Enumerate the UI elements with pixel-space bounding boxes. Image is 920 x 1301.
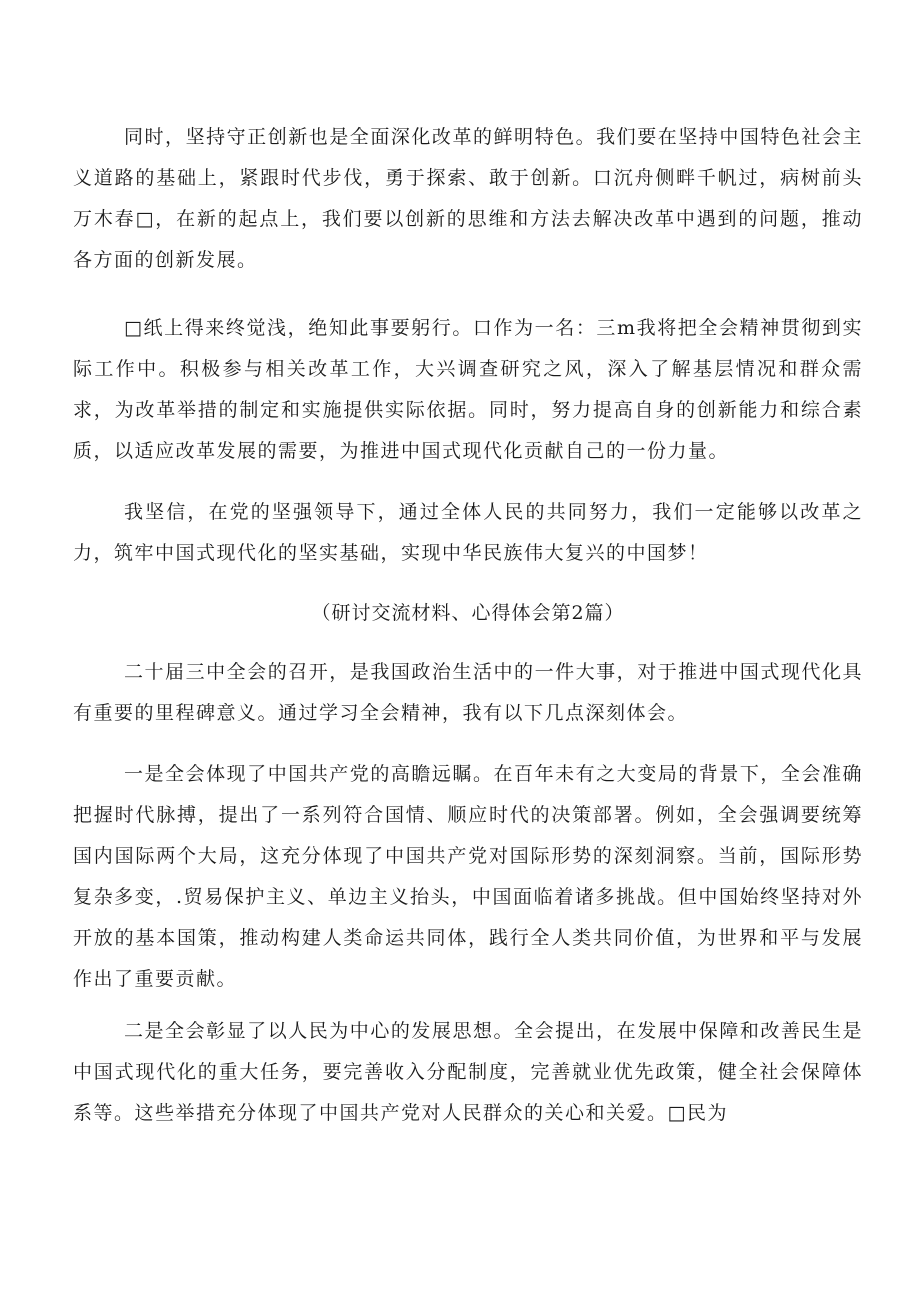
paragraph-practice: □纸上得来终觉浅，绝知此事要躬行。口作为一名：三m我将把全会精神贯彻到实际工作中。积极参与相关改革工作，大兴调查研究之风，深入了解基层情况和群众需求，为改革举措的制定和实施提供实际依据。同时，努力提高自身的创新能力和综合素质，以适应改革发展的需要，为推进中国式现代化贡献自己的一份力量。: [73, 317, 863, 462]
paragraph-point-two: 二是全会彰显了以人民为中心的发展思想。全会提出，在发展中保障和改善民生是中国式现代化的重大任务，要完善收入分配制度，完善就业优先政策，健全社会保障体系等。这些举措充分体现了中国共产党对人民群众的关心和关爱。□民为: [73, 1020, 863, 1124]
paragraph-conviction: 我坚信，在党的坚强领导下，通过全体人民的共同努力，我们一定能够以改革之力，筑牢中国式现代化的坚实基础，实现中华民族伟大复兴的中国梦！: [73, 501, 863, 564]
paragraph-intro: 二十届三中全会的召开，是我国政治生活中的一件大事，对于推进中国式现代化具有重要的里程碑意义。通过学习全会精神，我有以下几点深刻体会。: [73, 661, 863, 724]
paragraph-point-one: 一是全会体现了中国共产党的高瞻远瞩。在百年未有之大变局的背景下，全会准确把握时代脉搏，提出了一系列符合国情、顺应时代的决策部署。例如，全会强调要统筹国内国际两个大局，这充分体现了中国共产党对国际形势的深刻洞察。当前，国际形势复杂多变，.贸易保护主义、单边主义抬头，中国面临着诸多挑战。但中国始终坚持对外开放的基本国策，推动构建人类命运共同体，践行全人类共同价值，为世界和平与发展作出了重要贡献。: [73, 763, 863, 990]
paragraph-innovation: 同时，坚持守正创新也是全面深化改革的鲜明特色。我们要在坚持中国特色社会主义道路的基础上，紧跟时代步伐，勇于探索、敢于创新。口沉舟侧畔千帆过，病树前头万木春□，在新的起点上，我们要以创新的思维和方法去解决改革中遇到的问题，推动各方面的创新发展。: [73, 126, 863, 271]
section-heading: （研讨交流材料、心得体会第2篇）: [311, 602, 625, 624]
